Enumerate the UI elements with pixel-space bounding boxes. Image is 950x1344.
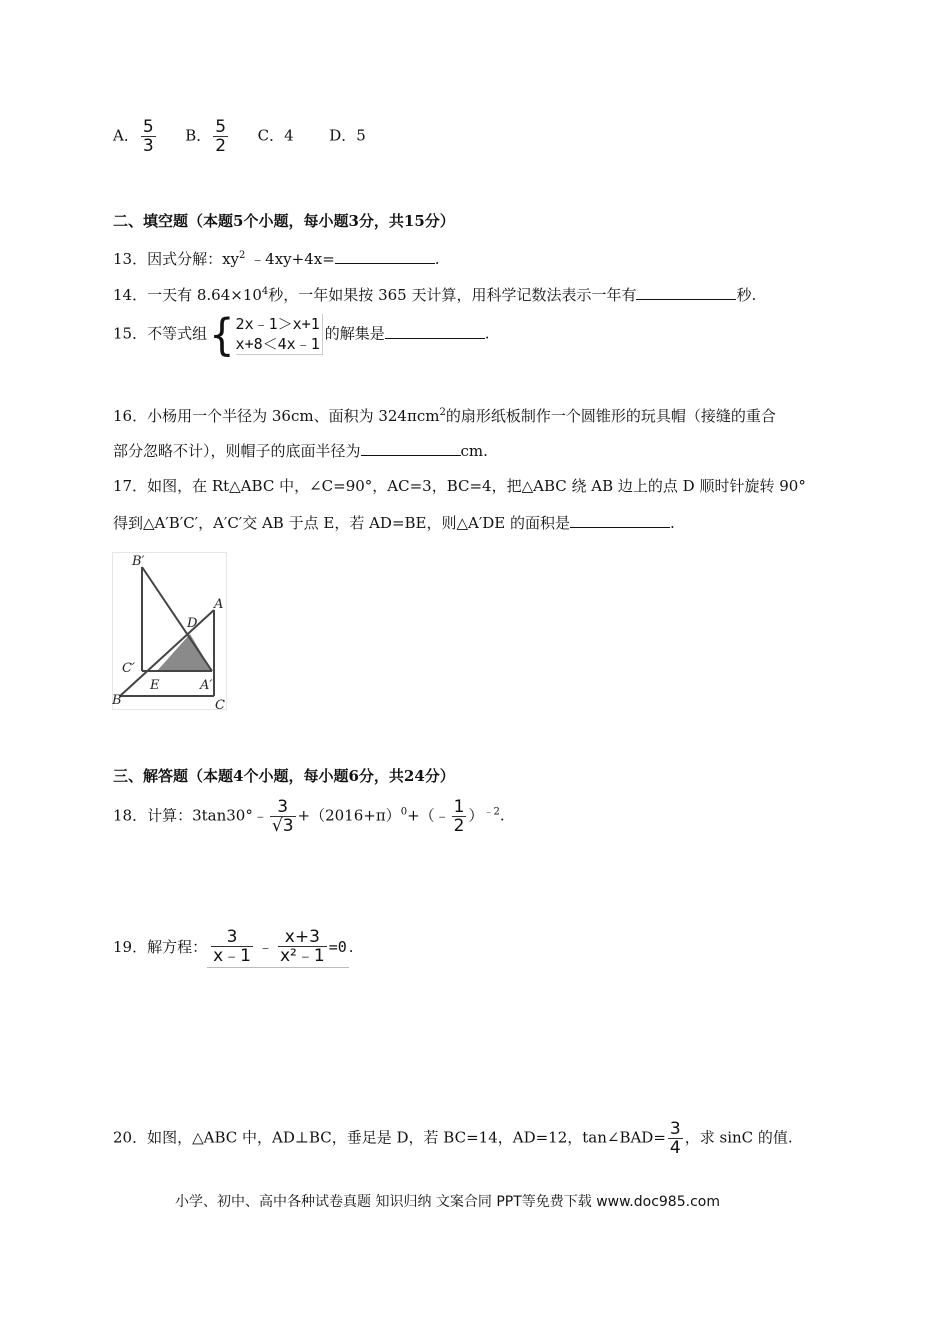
label-d: D — [187, 616, 198, 631]
label-e: E — [150, 678, 160, 693]
label-a-prime: A′ — [200, 678, 213, 693]
inequality-system: { 2x﹣1＞x+1 x+8＜4x﹣1 — [209, 314, 323, 355]
label-c: C — [215, 698, 225, 712]
label-c-prime: C′ — [122, 661, 135, 676]
question-16-line2: 部分忽略不计），则帽子的底面半径为 cm. — [113, 442, 488, 460]
question-13: 13．因式分解：$xy^2$ ﹣4xy+4x= . — [113, 250, 440, 268]
question-20: 20．如图，△ABC 中，AD⊥BC，垂足是 D，若 BC=14，AD=12，tan∠BAD= $\frac{3}{4}$ ，求 sinC 的值. — [113, 1119, 793, 1158]
question-16-line1: 16．小杨用一个半径为 36cm、面积为 324πcm$^2$的扇形纸板制作一个圆锥形的玩具帽（接缝的重合 — [113, 407, 776, 425]
figure-17 — [112, 552, 230, 712]
answer-blank — [335, 248, 435, 264]
answer-blank — [361, 440, 461, 456]
fraction-3-over-4: $\frac{3}{4}$ — [669, 1119, 681, 1158]
answer-blank — [636, 284, 736, 300]
option-d: D．5 — [329, 126, 366, 145]
label-a: A — [214, 597, 224, 612]
option-a-fraction: $\frac{5}{3}$ — [142, 117, 154, 156]
section2-title: 二、填空题（本题5个小题，每小题3分，共15分） — [113, 212, 455, 230]
option-c: C．4 — [257, 126, 294, 145]
question-19: 19．解方程： $\frac{3}{x﹣1}$ ﹣ $\frac{x+3}{\text{x²﹣1}}$ =0 . — [113, 927, 354, 966]
label-b: B — [112, 693, 122, 708]
option-a-label: A． — [113, 126, 139, 145]
option-b-fraction: $\frac{5}{2}$ — [215, 117, 227, 156]
q12-options — [113, 118, 366, 155]
answer-blank — [570, 512, 670, 528]
question-17-line2: 得到△A′B′C′，A′C′交 AB 于点 E，若 AD=BE，则△A′DE 的面积是 . — [113, 514, 675, 532]
section3-title: 三、解答题（本题4个小题，每小题6分，共24分） — [113, 767, 455, 785]
question-15: 15．不等式组 { 2x﹣1＞x+1 x+8＜4x﹣1 的解集是 . — [113, 309, 490, 360]
fraction-3-over-sqrt3: $\frac{3}{√3}$ — [271, 797, 294, 836]
answer-blank — [385, 323, 485, 339]
option-b-label: B． — [185, 126, 212, 145]
fraction-1-over-2: $\frac{1}{2}$ — [453, 797, 465, 836]
question-14: 14．一天有 $8.64\times 10^4$秒，一年如果按 365 天计算，用科学记数法表示一年有 秒. — [113, 286, 757, 304]
label-b-prime: B′ — [132, 554, 145, 569]
equation-19: $\frac{3}{x﹣1}$ ﹣ $\frac{x+3}{\text{x²﹣1}}$ =0 — [207, 928, 349, 968]
footer-text: 小学、初中、高中各种试卷真题 知识归纳 文案合同 PPT等免费下载 www.doc985.com — [175, 1194, 720, 1210]
question-17-line1: 17．如图，在 Rt△ABC 中，∠C=90°，AC=3，BC=4，把△ABC 绕 AB 边上的点 D 顺时针旋转 90° — [113, 477, 806, 495]
question-18: 18．计算：3tan30°﹣ $\frac{3}{√3}$ $+(2016+\pi)^0+(﹣$ $\frac{1}{2}$ ）$^{﹣2}$. — [113, 797, 505, 836]
